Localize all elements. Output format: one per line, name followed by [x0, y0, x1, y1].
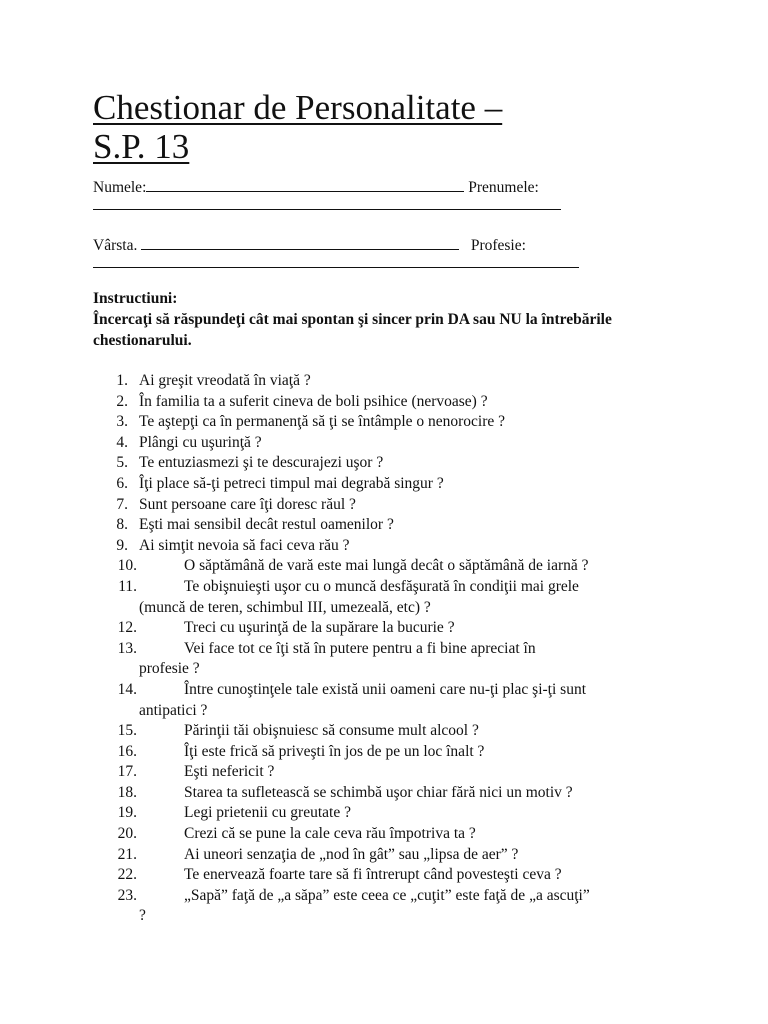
question-item — [93, 412, 693, 433]
question-number: 7. — [116, 495, 128, 513]
question-item — [93, 556, 693, 577]
age-blank — [141, 234, 459, 250]
question-text — [139, 474, 693, 495]
question-number: 17. — [117, 763, 137, 781]
question-text-main: Ai simţit nevoia să faci ceva rău ? — [139, 536, 350, 554]
question-text — [139, 495, 693, 516]
document-title — [93, 88, 693, 166]
question-text-main: Ai greşit vreodată în viaţă ? — [139, 372, 311, 389]
question-item — [93, 371, 693, 392]
profession-blank — [93, 257, 579, 268]
question-text — [184, 762, 693, 783]
question-number: 19. — [117, 804, 137, 822]
firstname-blank — [93, 199, 561, 210]
question-item — [93, 577, 693, 618]
question-number: 15. — [117, 722, 137, 740]
question-number: 14. — [117, 680, 137, 698]
question-text-main: Eşti nefericit ? — [184, 763, 275, 781]
question-item — [93, 783, 693, 804]
question-item — [93, 721, 693, 742]
question-text-main: Plângi cu uşurinţă ? — [139, 433, 262, 451]
question-text — [139, 515, 693, 536]
age-row — [93, 234, 693, 257]
question-number: 22. — [117, 866, 137, 884]
question-text — [139, 639, 693, 680]
instructions — [93, 288, 693, 351]
question-text-main: Vei face tot ce îţi stă în putere pentru a fi bine apreciat în — [184, 639, 536, 657]
question-item — [93, 433, 693, 454]
question-text — [139, 577, 693, 618]
question-item — [93, 495, 693, 516]
name-blank — [146, 176, 464, 192]
question-number: 11. — [118, 577, 137, 595]
question-text — [184, 824, 693, 845]
question-item — [93, 865, 693, 886]
title-line-2: S.P. 13 — [93, 127, 190, 166]
question-text-main: „Sapă” faţă de „a săpa” este ceea ce „cuţit” este faţă de „a ascuţi” — [184, 886, 590, 904]
question-text — [139, 680, 693, 721]
question-text — [139, 371, 693, 392]
question-number: 23. — [117, 886, 137, 904]
question-text — [139, 412, 693, 433]
question-text — [139, 886, 693, 927]
question-number: 20. — [117, 825, 137, 843]
question-text-main: Ai uneori senzaţia de „nod în gât” sau „lipsa de aer” ? — [184, 845, 519, 863]
firstname-label: Prenumele: — [468, 179, 539, 196]
question-item — [93, 474, 693, 495]
instructions-heading: Instructiuni: — [93, 290, 178, 307]
question-number: 18. — [117, 783, 137, 801]
question-text — [139, 453, 693, 474]
question-item — [93, 803, 693, 824]
name-row — [93, 176, 693, 199]
question-number: 10. — [117, 557, 137, 575]
question-text-continuation: ? — [139, 907, 146, 925]
question-text-continuation: antipatici ? — [139, 701, 208, 719]
question-text — [139, 536, 693, 557]
instructions-text: Încercaţi să răspundeţi cât mai spontan şi sincer prin DA sau NU la întrebările chestionarului. — [93, 311, 612, 349]
question-text-main: Îţi place să-ţi petreci timpul mai degrabă singur ? — [139, 474, 444, 492]
question-item — [93, 618, 693, 639]
question-text-main: Te entuziasmezi şi te descurajezi uşor ? — [139, 454, 384, 472]
title-line-1: Chestionar de Personalitate – — [93, 88, 503, 127]
question-text — [184, 803, 693, 824]
question-item — [93, 515, 693, 536]
question-item — [93, 824, 693, 845]
question-text-main: Îţi este frică să priveşti în jos de pe un loc înalt ? — [184, 742, 485, 760]
question-item — [93, 536, 693, 557]
question-text — [184, 721, 693, 742]
question-text — [184, 742, 693, 763]
question-text-main: Starea ta sufletească se schimbă uşor chiar fără nici un motiv ? — [184, 783, 573, 801]
question-text — [184, 845, 693, 866]
question-text-main: Legi prietenii cu greutate ? — [184, 804, 351, 822]
question-text-main: O săptămână de vară este mai lungă decât o săptămână de iarnă ? — [184, 557, 589, 575]
question-text — [139, 392, 693, 413]
question-item — [93, 845, 693, 866]
question-text-continuation: profesie ? — [139, 660, 200, 678]
question-text-main: Crezi că se pune la cale ceva rău împotriva ta ? — [184, 825, 476, 843]
question-item — [93, 762, 693, 783]
question-text — [184, 783, 693, 804]
question-number: 16. — [117, 742, 137, 760]
question-text-continuation: (muncă de teren, schimbul III, umezeală, etc) ? — [139, 598, 431, 616]
question-text-main: Eşti mai sensibil decât restul oamenilor ? — [139, 516, 394, 534]
question-text-main: Te enervează foarte tare să fi întrerupt când povesteşti ceva ? — [184, 866, 562, 884]
question-text — [184, 618, 693, 639]
profession-label: Profesie: — [470, 237, 526, 254]
age-label: Vârsta. — [93, 237, 138, 254]
question-number: 9. — [116, 536, 128, 554]
question-number: 12. — [117, 619, 137, 637]
name-label: Numele: — [93, 179, 147, 196]
question-list — [93, 371, 693, 927]
question-number: 8. — [116, 516, 128, 534]
question-number: 3. — [116, 413, 128, 431]
question-number: 21. — [117, 845, 137, 863]
question-number: 2. — [116, 392, 128, 410]
question-text-main: Te aştepţi ca în permanenţă să ţi se întâmple o nenorocire ? — [139, 413, 506, 431]
question-number: 13. — [117, 639, 137, 657]
question-text — [139, 433, 693, 454]
question-item — [93, 886, 693, 927]
question-text-main: Treci cu uşurinţă de la supărare la bucurie ? — [184, 619, 455, 637]
question-text-main: Părinţii tăi obişnuiesc să consume mult alcool ? — [184, 722, 479, 740]
question-number: 4. — [116, 433, 128, 451]
question-item — [93, 742, 693, 763]
document-page — [93, 88, 693, 927]
question-text-main: Între cunoştinţele tale există unii oameni care nu-ţi plac şi-ţi sunt — [184, 680, 587, 698]
question-item — [93, 680, 693, 721]
question-text — [184, 556, 693, 577]
question-text-main: Te obişnuieşti uşor cu o muncă desfăşurată în condiţii mai grele — [184, 577, 579, 595]
question-number: 5. — [116, 454, 128, 472]
question-number: 6. — [116, 474, 128, 492]
question-item — [93, 392, 693, 413]
question-text — [184, 865, 693, 886]
question-item — [93, 453, 693, 474]
question-item — [93, 639, 693, 680]
question-text-main: Sunt persoane care îţi doresc răul ? — [139, 495, 356, 513]
question-text-main: În familia ta a suferit cineva de boli psihice (nervoase) ? — [139, 392, 488, 410]
question-number: 1. — [116, 372, 128, 389]
